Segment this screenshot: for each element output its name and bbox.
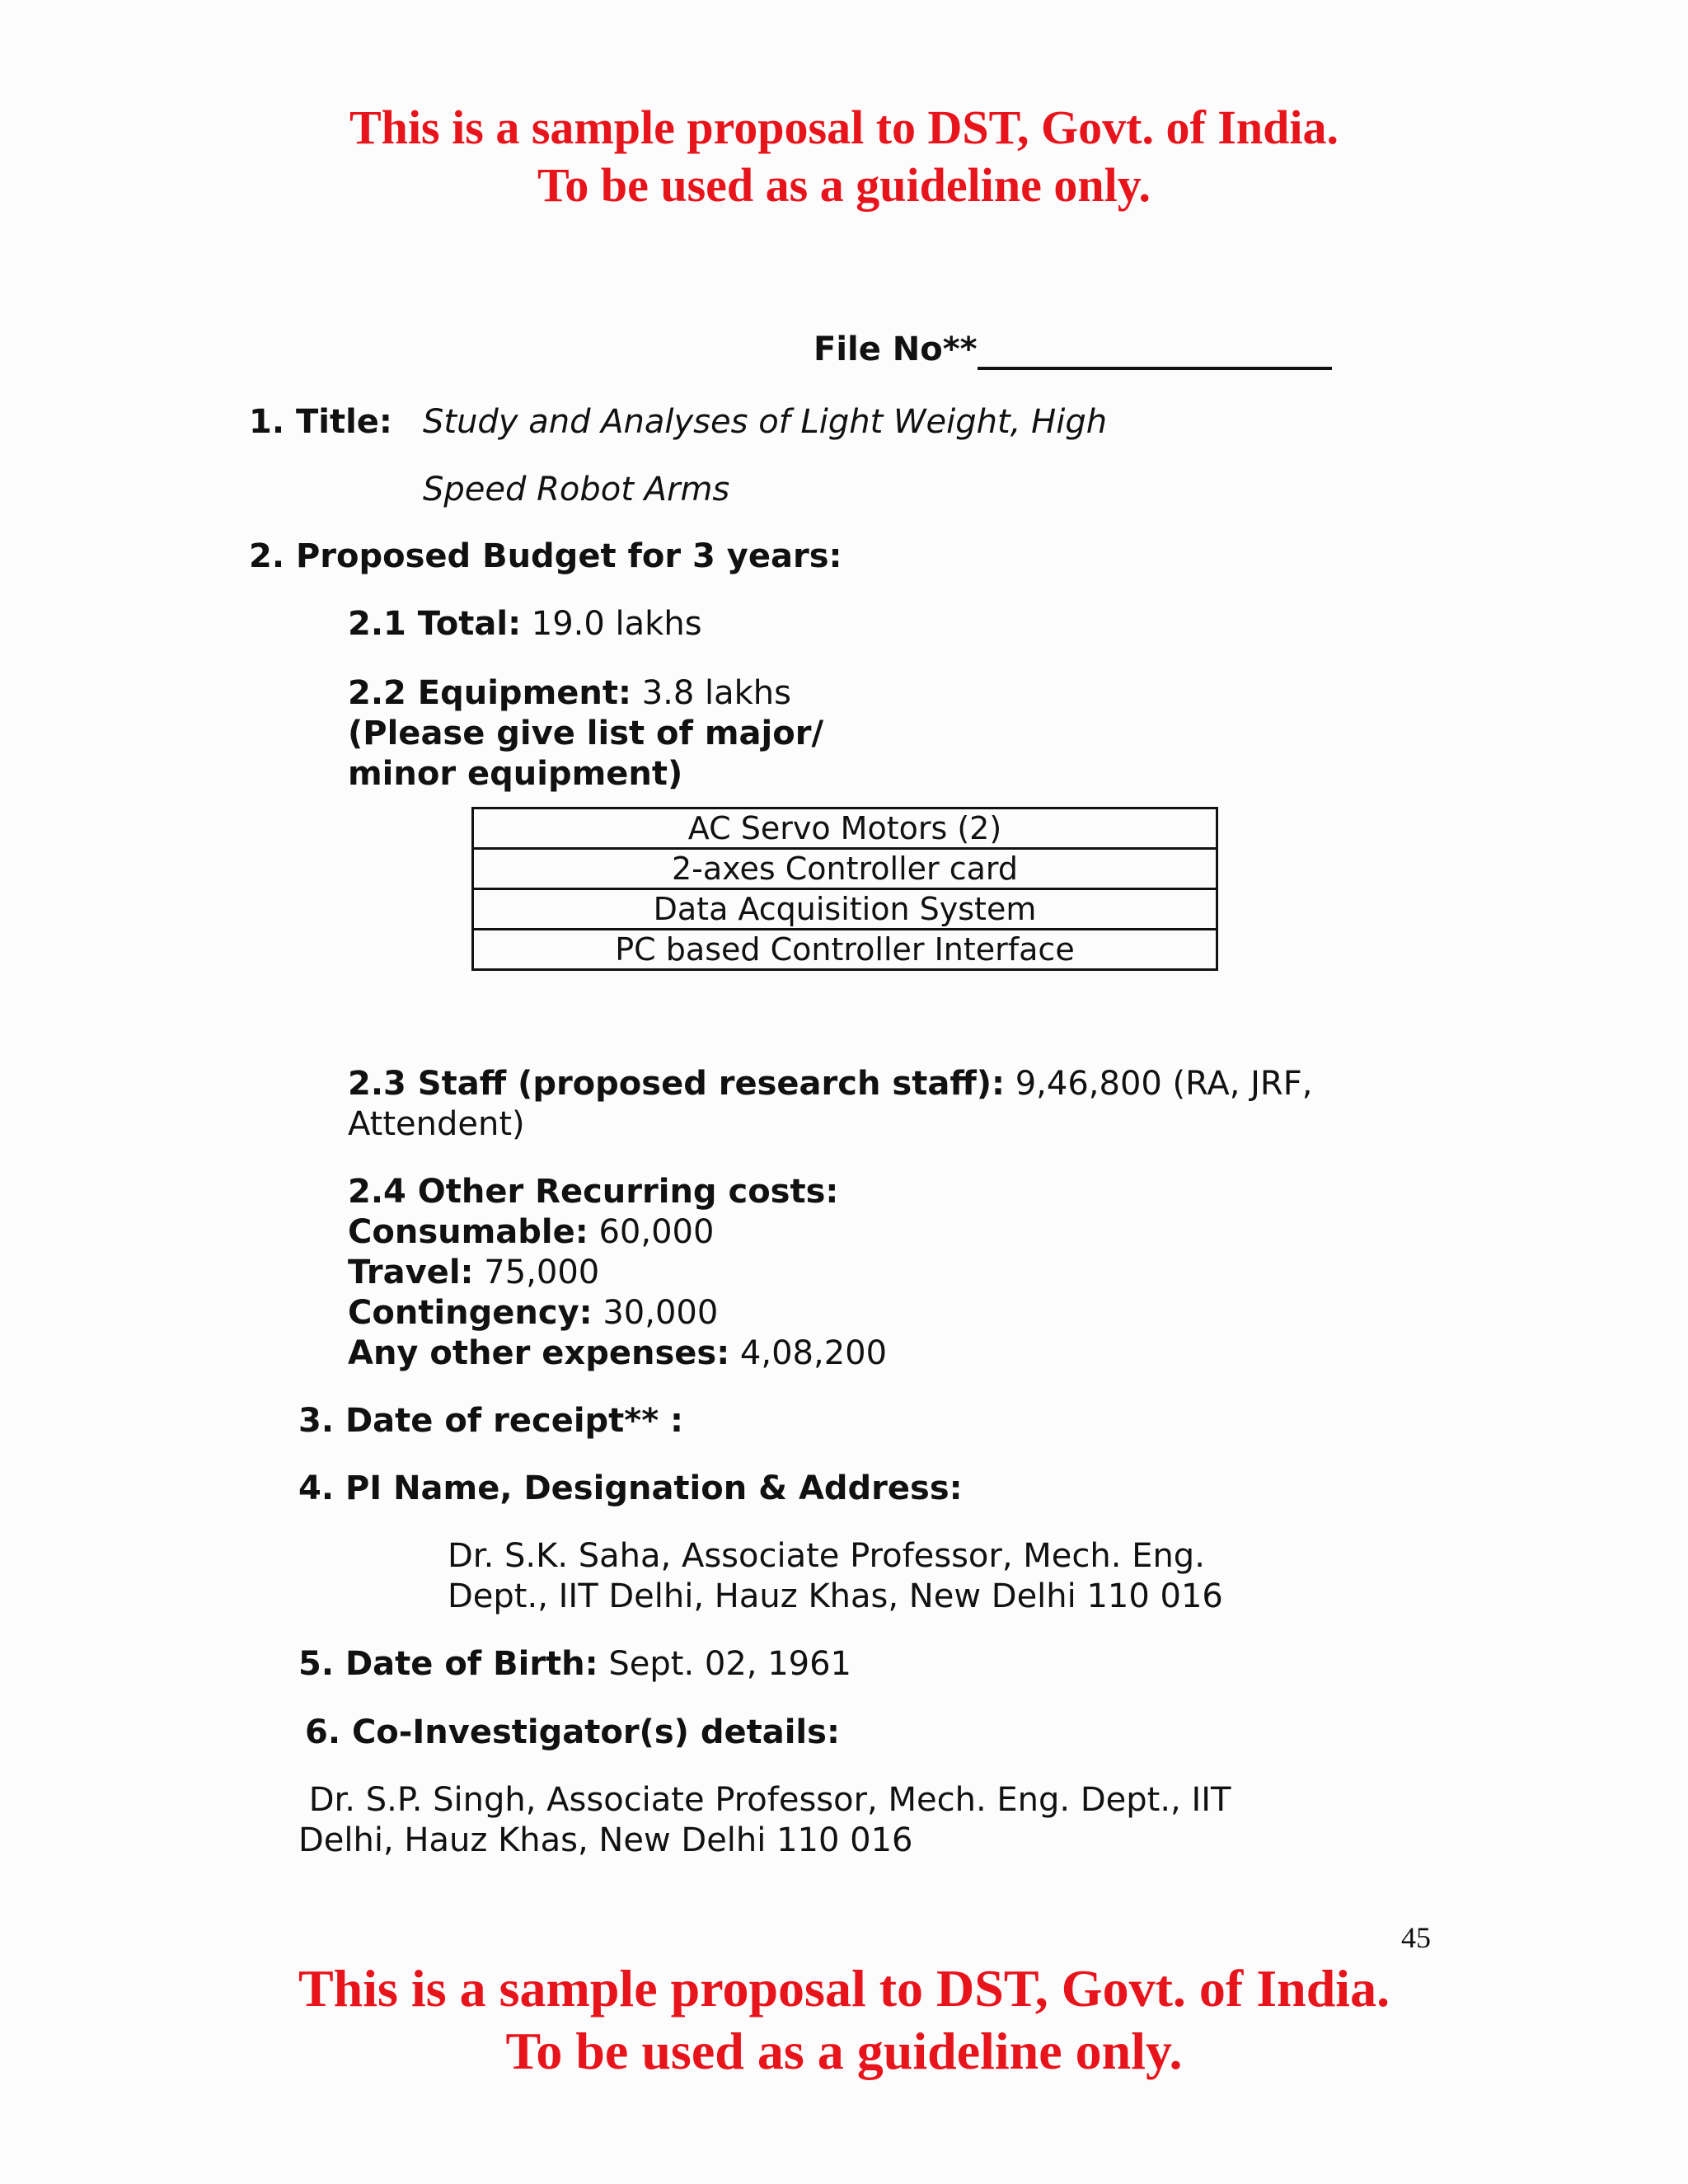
page-number: 45 [1401, 1921, 1431, 1954]
contingency-label: Contingency: [348, 1294, 593, 1332]
pi-heading: 4. PI Name, Designation & Address: [298, 1469, 963, 1507]
disclaimer-line-1: This is a sample proposal to DST, Govt. of India. [298, 1959, 1390, 2018]
file-number-blank [978, 334, 1332, 370]
table-row [473, 849, 1217, 889]
disclaimer-line-2: To be used as a guideline only. [537, 158, 1151, 212]
table-row [473, 889, 1217, 930]
date-of-receipt-label: 3. Date of receipt** : [298, 1402, 684, 1440]
other-expenses-label: Any other expenses: [348, 1334, 730, 1372]
budget-equipment-value: 3.8 lakhs [641, 674, 791, 712]
budget-staff-value: 9,46,800 (RA, JRF, [1015, 1065, 1313, 1103]
travel-row [348, 1253, 599, 1293]
equipment-cell: Data Acquisition System [473, 889, 1217, 930]
budget-staff [348, 1064, 1312, 1104]
contingency-row [348, 1293, 718, 1333]
budget-equipment [348, 673, 791, 714]
title-text-line-2: Speed Robot Arms [423, 471, 730, 509]
equipment-cell: 2-axes Controller card [473, 849, 1217, 889]
equipment-cell: AC Servo Motors (2) [473, 808, 1217, 849]
disclaimer-line-1: This is a sample proposal to DST, Govt. of India. [349, 101, 1339, 154]
other-expenses-row [348, 1333, 887, 1374]
top-disclaimer-banner [0, 99, 1688, 214]
equipment-cell: PC based Controller Interface [473, 930, 1217, 970]
table-row [473, 930, 1217, 970]
other-expenses-value: 4,08,200 [739, 1334, 888, 1372]
consumable-value: 60,000 [598, 1213, 715, 1251]
co-investigator-line-1: Dr. S.P. Singh, Associate Professor, Mech. Eng. Dept., IIT [298, 1781, 1231, 1819]
pi-address-line-2: Dept., IIT Delhi, Hauz Khas, New Delhi 110 016 [448, 1577, 1223, 1615]
disclaimer-line-2: To be used as a guideline only. [505, 2022, 1183, 2080]
title-text-line-1: Study and Analyses of Light Weight, High [423, 403, 1108, 441]
date-of-birth-value: Sept. 02, 1961 [608, 1645, 852, 1683]
equipment-table [471, 807, 1218, 971]
budget-heading: 2. Proposed Budget for 3 years: [249, 537, 842, 575]
title-label: 1. Title: [249, 403, 392, 441]
co-investigator-heading: 6. Co-Investigator(s) details: [305, 1713, 840, 1751]
consumable-label: Consumable: [348, 1213, 588, 1251]
contingency-value: 30,000 [603, 1294, 719, 1332]
file-number-field [814, 330, 1332, 370]
co-investigator-line-2: Delhi, Hauz Khas, New Delhi 110 016 [298, 1821, 913, 1859]
date-of-birth-label: 5. Date of Birth: [298, 1645, 598, 1683]
equipment-note-line-2: minor equipment) [348, 755, 683, 793]
budget-total-label: 2.1 Total: [348, 605, 522, 643]
budget-staff-value-line-2: Attendent) [348, 1105, 525, 1143]
file-number-label: File No** [814, 330, 978, 368]
budget-total-value: 19.0 lakhs [531, 605, 702, 643]
equipment-note-line-1: (Please give list of major/ [348, 715, 824, 752]
budget-equipment-label: 2.2 Equipment: [348, 674, 631, 712]
travel-value: 75,000 [484, 1254, 600, 1291]
pi-address-line-1: Dr. S.K. Saha, Associate Professor, Mech. Eng. [448, 1537, 1205, 1575]
recurring-costs-heading: 2.4 Other Recurring costs: [348, 1173, 839, 1211]
bottom-disclaimer-banner [0, 1957, 1688, 2083]
table-row [473, 808, 1217, 849]
budget-staff-label: 2.3 Staff (proposed research staff): [348, 1065, 1005, 1103]
travel-label: Travel: [348, 1254, 474, 1291]
budget-total [348, 604, 702, 644]
consumable-row [348, 1212, 714, 1253]
date-of-birth [298, 1644, 851, 1685]
